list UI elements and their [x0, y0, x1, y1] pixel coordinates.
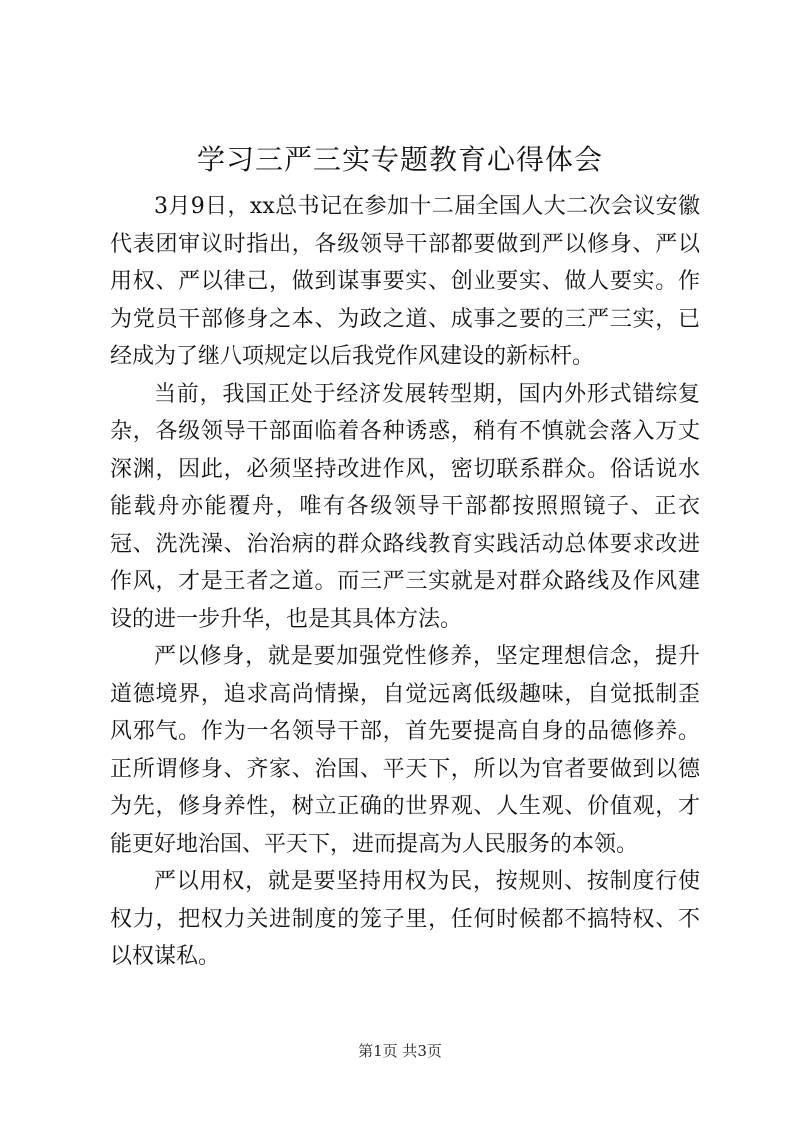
document-body — [110, 188, 700, 976]
paragraph-3: 严以修身，就是要加强党性修养，坚定理想信念，提升道德境界，追求高尚情操，自觉远离低级趣味，自觉抵制歪风邪气。作为一名领导干部，首先要提高自身的品德修养。正所谓修身、齐家、治国、平天下，所以为官者要做到以德为先，修身养性，树立正确的世界观、人生观、价值观，才能更好地治国、平天下，进而提高为人民服务的本领。 — [110, 644, 700, 857]
document-title: 学习三严三实专题教育心得体会 — [196, 143, 603, 176]
paragraph-2: 当前，我国正处于经济发展转型期，国内外形式错综复杂，各级领导干部面临着各种诱惑，稍有不慎就会落入万丈深渊，因此，必须坚持改进作风，密切联系群众。俗话说水能载舟亦能覆舟，唯有各级领导干部都按照照镜子、正衣冠、洗洗澡、治治病的群众路线教育实践活动总体要求改进作风，才是王者之道。而三严三实就是对群众路线及作风建设的进一步升华，也是其具体方法。 — [110, 381, 700, 632]
page-number-footer: 第1页 共3页 — [358, 1042, 442, 1060]
paragraph-4: 严以用权，就是要坚持用权为民，按规则、按制度行使权力，把权力关进制度的笼子里，任何时候都不搞特权、不以权谋私。 — [110, 869, 700, 969]
paragraph-1: 3月9日，xx总书记在参加十二届全国人大二次会议安徽代表团审议时指出，各级领导干部都要做到严以修身、严以用权、严以律己，做到谋事要实、创业要实、做人要实。作为党员干部修身之本、为政之道、成事之要的三严三实，已经成为了继八项规定以后我党作风建设的新标杆。 — [110, 194, 700, 369]
